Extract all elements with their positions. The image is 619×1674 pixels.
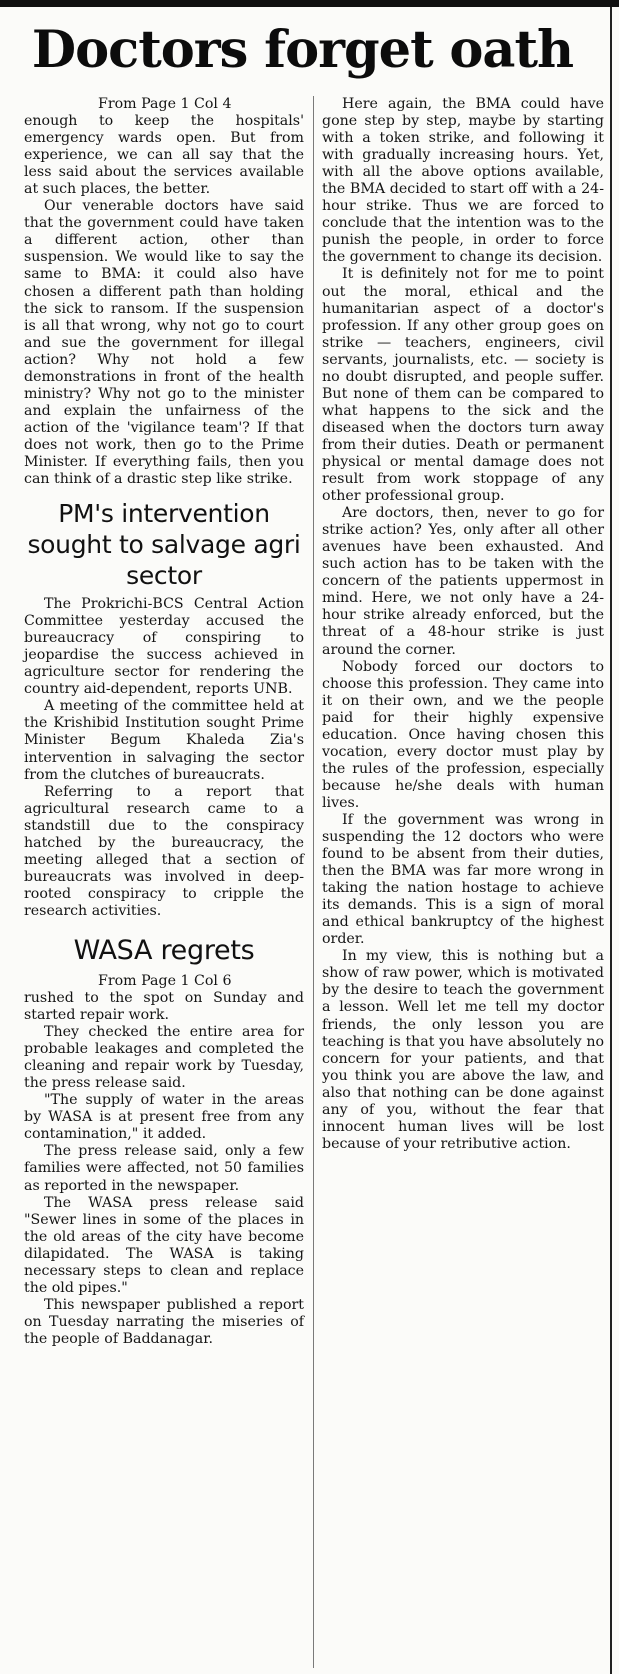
story1-paragraph: If the government was wrong in suspending the 12 doctors who were found to be absent from their duties, then the BMA was far more wrong in taking the nation hostage to achieve its demands. This is a sign of moral and ethical bankruptcy of the highest order. [322, 811, 604, 948]
story3-paragraph: The press release said, only a few families were affected, not 50 families as reported in the newspaper. [24, 1143, 304, 1194]
story1-paragraph: Our venerable doctors have said that the government could have taken a different action, other than suspension. We would like to say the same to BMA: it could also have chosen a different path than holding the sick to ransom. If the suspension is all that wrong, why not go to court and sue the government for illegal action? Why not hold a few demonstrations in front of the health ministry? Why not go to the minister and explain the unfairness of the action of the 'vigilance team'? If that does not work, then go to the Prime Minister. If everything fails, then you can think of a drastic step like strike. [24, 198, 304, 488]
story3-jump-line: From Page 1 Col 6 [98, 972, 232, 989]
right-column [322, 96, 604, 1153]
story1-paragraph: It is definitely not for me to point out the moral, ethical and the humanitarian aspect of a doctor's profession. If any other group goes on strike — teachers, engineers, civil servants, journalists, etc. — society is no doubt disrupted, and people suffer. But none of them can be compared to what happens to the sick and the diseased when the doctors turn away from their duties. Death or permanent physical or mental damage does not result from work stoppage of any other professional group. [322, 266, 604, 505]
top-border [0, 0, 619, 7]
story2-paragraph: The Prokrichi-BCS Central Action Committee yesterday accused the bureaucracy of conspiring to jeopardise the success achieved in agriculture sector for rendering the country aid-dependent, reports UNB. [24, 596, 304, 698]
story1-paragraph: Here again, the BMA could have gone step by step, maybe by starting with a token strike, and following it with gradually increasing hours. Yet, with all the above options available, the BMA decided to start off with a 24-hour strike. Thus we are forced to conclude that the intention was to the punish the people, in order to force the government to change its decision. [322, 96, 604, 266]
story3-paragraph: The WASA press release said "Sewer lines in some of the places in the old areas of the city have become dilapidated. The WASA is taking necessary steps to clean and replace the old pipes." [24, 1194, 304, 1296]
left-column [24, 96, 304, 1348]
column-divider [313, 96, 314, 1668]
story1-paragraph: In my view, this is nothing but a show of raw power, which is motivated by the desire to teach the government a lesson. Well let me tell my doctor friends, the only lesson you are teaching is that you have absolutely no concern for your patients, and that you think you are above the law, and also that nothing can be done against any of you, without the fear that innocent human lives will be lost because of your retributive action. [322, 948, 604, 1152]
story3-headline: WASA regrets [73, 934, 255, 966]
right-border [610, 7, 612, 1674]
story3-paragraph: They checked the entire area for probable leakages and completed the cleaning and repair work by Tuesday, the press release said. [24, 1024, 304, 1092]
story2-headline: PM's intervention sought to salvage agri sector [27, 499, 301, 591]
story3-paragraph: This newspaper published a report on Tuesday narrating the miseries of the people of Baddanagar. [24, 1296, 304, 1347]
story1-jump-line: From Page 1 Col 4 [98, 96, 232, 112]
story3-paragraph: "The supply of water in the areas by WASA is at present free from any contamination," it added. [24, 1092, 304, 1143]
main-headline: Doctors forget oath [31, 20, 574, 80]
story1-paragraph: Nobody forced our doctors to choose this profession. They came into it on their own, and we the people paid for their highly expensive education. Once having chosen this vocation, every doctor must play by the rules of the profession, especially because he/she deals with human lives. [322, 658, 604, 811]
story2-paragraph: A meeting of the committee held at the Krishibid Institution sought Prime Minister Begum Khaleda Zia's intervention in salvaging the sector from the clutches of bureaucrats. [24, 698, 304, 783]
story1-paragraph: Are doctors, then, never to go for strike action? Yes, only after all other avenues have been exhausted. And such action has to be taken with the concern of the patients uppermost in mind. Here, we not only have a 24-hour strike already enforced, but the threat of a 48-hour strike is just around the corner. [322, 505, 604, 658]
story2-paragraph: Referring to a report that agricultural research came to a standstill due to the conspiracy hatched by the bureaucracy, the meeting alleged that a section of bureaucrats was involved in deep-rooted conspiracy to cripple the research activities. [24, 783, 304, 919]
story3-paragraph: rushed to the spot on Sunday and started repair work. [24, 990, 304, 1024]
story1-paragraph: enough to keep the hospitals' emergency wards open. But from experience, we can all say that the less said about the services available at such places, the better. [24, 113, 304, 198]
